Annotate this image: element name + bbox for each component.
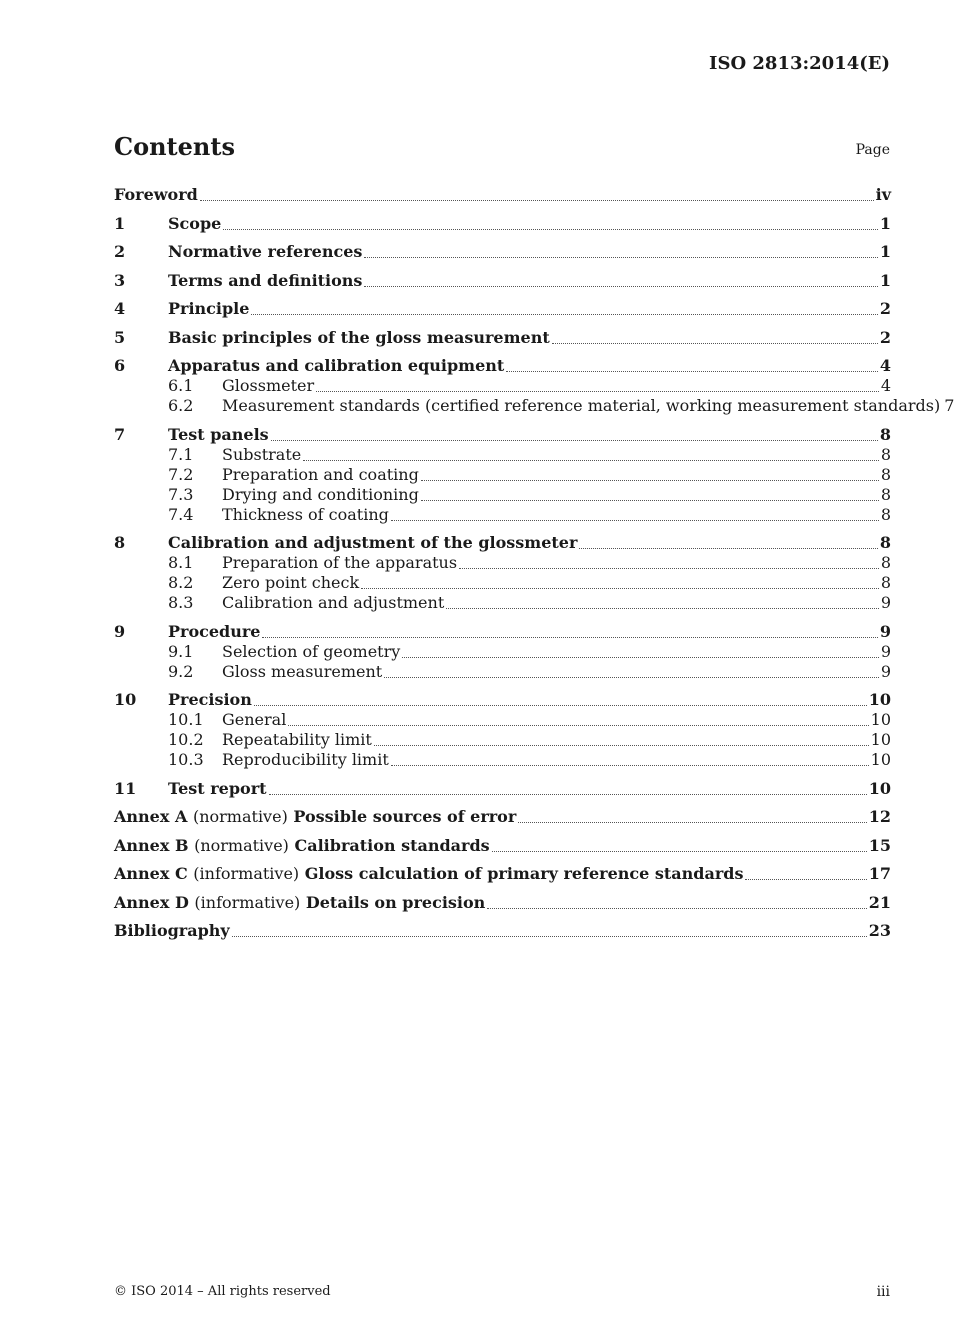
toc-entry[interactable] — [114, 730, 891, 750]
toc-entry-page: 2 — [879, 327, 891, 347]
dot-leader — [262, 631, 877, 638]
toc-entry-number: 7.1 — [168, 444, 194, 464]
toc-entry-number: 7.4 — [168, 504, 194, 524]
toc-entry-title: Basic principles of the gloss measurement — [168, 327, 550, 347]
toc-entry-page: 21 — [868, 892, 891, 912]
dot-leader — [492, 845, 867, 852]
toc-entry[interactable] — [114, 690, 891, 710]
annex-label: Annex C — [114, 864, 188, 883]
toc-entry-page: 8 — [880, 553, 891, 572]
toc-entry-page: 4 — [879, 356, 891, 375]
toc-entry-title: Repeatability limit — [222, 730, 372, 749]
toc-entry-number: 7.3 — [168, 484, 194, 504]
dot-leader — [579, 542, 877, 549]
toc-entry-page: iv — [875, 185, 891, 204]
toc-entry[interactable] — [114, 710, 891, 730]
toc-entry-number: 3 — [114, 270, 126, 290]
dot-leader — [384, 671, 879, 678]
toc-entry-number: 2 — [114, 242, 126, 261]
toc-entry-number: 4 — [114, 299, 126, 318]
dot-leader — [446, 602, 879, 609]
toc-entry[interactable] — [114, 505, 891, 525]
toc-entry-number: 11 — [114, 778, 137, 798]
dot-leader — [391, 514, 879, 521]
toc-entry-title — [114, 836, 490, 856]
dot-leader — [364, 280, 877, 287]
document-id: ISO 2813:2014(E) — [709, 53, 890, 74]
dot-leader — [745, 873, 866, 880]
toc-entry-page: 8 — [879, 424, 891, 444]
contents-heading: Contents — [114, 132, 235, 161]
annex-label: Annex A — [114, 807, 188, 826]
toc-entry-title: Preparation and coating — [222, 464, 419, 484]
dot-leader — [364, 251, 877, 258]
toc-entry-title: Apparatus and calibration equipment — [168, 356, 505, 375]
annex-title: Possible sources of error — [293, 807, 517, 826]
toc-entry-title: Principle — [168, 299, 250, 318]
toc-entry-number: 8.1 — [168, 553, 194, 572]
annex-title: Details on precision — [305, 892, 486, 912]
toc-entry-title: Preparation of the apparatus — [222, 553, 458, 572]
dot-leader — [421, 474, 879, 481]
dot-leader — [459, 562, 879, 569]
dot-leader — [361, 582, 879, 589]
annex-type: (normative) — [192, 807, 288, 826]
toc-entry-page: 9 — [880, 641, 891, 661]
annex-label: Annex D — [114, 892, 189, 912]
toc-entry-number: 9.1 — [168, 641, 194, 661]
toc-entry-title — [114, 807, 516, 827]
toc-entry[interactable] — [114, 425, 891, 445]
toc-entry-number: 1 — [114, 213, 126, 233]
toc-entry-title: Test report — [168, 778, 267, 798]
toc-entry-page: 10 — [868, 778, 891, 798]
toc-entry-title: Thickness of coating — [222, 504, 389, 524]
toc-entry-title — [114, 864, 743, 884]
toc-entry[interactable] — [114, 242, 891, 262]
toc-entry-page: 23 — [868, 921, 891, 940]
toc-entry-page: 10 — [868, 690, 891, 709]
toc-entry-title: Drying and conditioning — [222, 484, 419, 504]
toc-entry-title: Precision — [168, 690, 252, 709]
toc-entry[interactable] — [114, 485, 891, 505]
toc-entry-title: Zero point check — [222, 573, 360, 592]
toc-entry[interactable] — [114, 465, 891, 485]
toc-entry[interactable] — [114, 328, 891, 348]
toc-entry-page: 9 — [880, 661, 891, 681]
toc-entry[interactable] — [114, 573, 891, 593]
copyright-notice: © ISO 2014 – All rights reserved — [114, 1284, 331, 1299]
toc-entry[interactable] — [114, 864, 891, 884]
toc-entry[interactable] — [114, 445, 891, 465]
annex-type: (normative) — [194, 835, 289, 855]
annex-title: Gloss calculation of primary reference standards — [304, 864, 744, 883]
toc-entry[interactable] — [114, 553, 891, 573]
toc-entry[interactable] — [114, 750, 891, 770]
toc-entry-page: 8 — [880, 444, 891, 464]
toc-entry-title: Normative references — [168, 242, 363, 261]
toc-entry-number: 5 — [114, 327, 126, 347]
dot-leader — [391, 759, 869, 766]
toc-entry-number: 7 — [114, 424, 126, 444]
annex-title: Calibration standards — [294, 835, 490, 855]
dot-leader — [271, 434, 878, 441]
toc-entry-number: 9.2 — [168, 661, 194, 681]
toc-entry[interactable] — [114, 593, 891, 613]
table-of-contents — [114, 185, 954, 941]
toc-entry-title: Test panels — [168, 424, 269, 444]
toc-entry-number: 10.3 — [168, 750, 204, 769]
toc-entry-number: 8 — [114, 533, 126, 552]
toc-entry-number: 9 — [114, 621, 126, 641]
toc-entry-page: 10 — [870, 750, 891, 769]
toc-entry-number: 8.3 — [168, 593, 194, 612]
toc-entry-title: Scope — [168, 213, 222, 233]
toc-entry-page: 8 — [880, 573, 891, 592]
toc-entry-page: 8 — [880, 464, 891, 484]
toc-entry-number: 10 — [114, 690, 137, 709]
toc-entry[interactable] — [114, 356, 891, 376]
toc-entry[interactable] — [114, 533, 891, 553]
toc-entry-title: Reproducibility limit — [222, 750, 389, 769]
toc-entry[interactable] — [114, 642, 891, 662]
toc-entry[interactable] — [114, 893, 891, 913]
toc-entry[interactable] — [114, 622, 891, 642]
toc-entry-page: 10 — [870, 730, 891, 749]
toc-entry-title: Selection of geometry — [222, 641, 401, 661]
toc-entry-title: Procedure — [168, 621, 261, 641]
toc-entry-title: Substrate — [222, 444, 302, 464]
toc-entry-page: 8 — [880, 504, 891, 524]
toc-entry-page: 9 — [880, 593, 891, 612]
dot-leader — [288, 719, 868, 726]
toc-entry[interactable] — [114, 271, 891, 291]
dot-leader — [518, 816, 866, 823]
annex-type: (informative) — [193, 864, 300, 883]
dot-leader — [254, 699, 867, 706]
toc-entry-page: 1 — [879, 213, 891, 233]
dot-leader — [269, 788, 867, 795]
dot-leader — [421, 494, 879, 501]
dot-leader — [374, 739, 869, 746]
dot-leader — [487, 902, 866, 909]
toc-entry-title: Glossmeter — [222, 376, 315, 395]
toc-entry-page: 7 — [944, 396, 954, 415]
toc-entry[interactable] — [114, 662, 891, 682]
dot-leader — [232, 930, 867, 937]
toc-entry-page: 1 — [879, 270, 891, 290]
annex-type: (informative) — [194, 892, 301, 912]
toc-entry-page: 4 — [880, 376, 891, 395]
toc-entry-page: 12 — [868, 807, 891, 826]
toc-entry-page: 2 — [879, 299, 891, 318]
toc-entry[interactable] — [114, 836, 891, 856]
dot-leader — [402, 651, 879, 658]
toc-entry[interactable] — [114, 779, 891, 799]
dot-leader — [506, 365, 878, 372]
toc-entry-page: 10 — [870, 710, 891, 729]
toc-entry-title: Gloss measurement — [222, 661, 383, 681]
toc-entry-number: 8.2 — [168, 573, 194, 592]
toc-entry-title — [114, 893, 485, 913]
page-number: iii — [876, 1284, 890, 1300]
toc-entry-title: Bibliography — [114, 921, 230, 940]
toc-entry[interactable] — [114, 807, 891, 827]
toc-entry[interactable] — [114, 299, 891, 319]
dot-leader — [251, 308, 877, 315]
toc-entry[interactable] — [114, 921, 891, 941]
toc-entry-page: 8 — [880, 484, 891, 504]
toc-entry-number: 6.2 — [168, 396, 194, 415]
toc-entry[interactable] — [114, 185, 891, 205]
toc-entry-page: 1 — [879, 242, 891, 261]
toc-entry-title: Calibration and adjustment of the glossmeter — [168, 533, 578, 552]
dot-leader — [316, 385, 879, 392]
dot-leader — [200, 194, 874, 201]
toc-entry-number: 7.2 — [168, 464, 194, 484]
toc-entry[interactable] — [114, 396, 954, 416]
toc-entry-number: 10.1 — [168, 710, 204, 729]
toc-entry-page: 17 — [868, 864, 891, 883]
toc-entry-title: Terms and definitions — [168, 270, 363, 290]
toc-entry-title: Calibration and adjustment — [222, 593, 445, 612]
dot-leader — [223, 223, 878, 230]
toc-entry-number: 6 — [114, 356, 126, 375]
toc-entry[interactable] — [114, 214, 891, 234]
toc-entry-title: General — [222, 710, 287, 729]
toc-entry[interactable] — [114, 376, 891, 396]
toc-entry-title: Foreword — [114, 185, 198, 204]
toc-entry-page: 9 — [879, 621, 891, 641]
toc-entry-page: 15 — [868, 835, 891, 855]
toc-entry-number: 6.1 — [168, 376, 194, 395]
dot-leader — [552, 337, 878, 344]
toc-entry-number: 10.2 — [168, 730, 204, 749]
page-column-label: Page — [855, 142, 890, 158]
dot-leader — [303, 454, 879, 461]
annex-label: Annex B — [114, 835, 189, 855]
toc-entry-page: 8 — [879, 533, 891, 552]
toc-entry-title: Measurement standards (certified reference material, working measurement standards) — [222, 396, 941, 415]
